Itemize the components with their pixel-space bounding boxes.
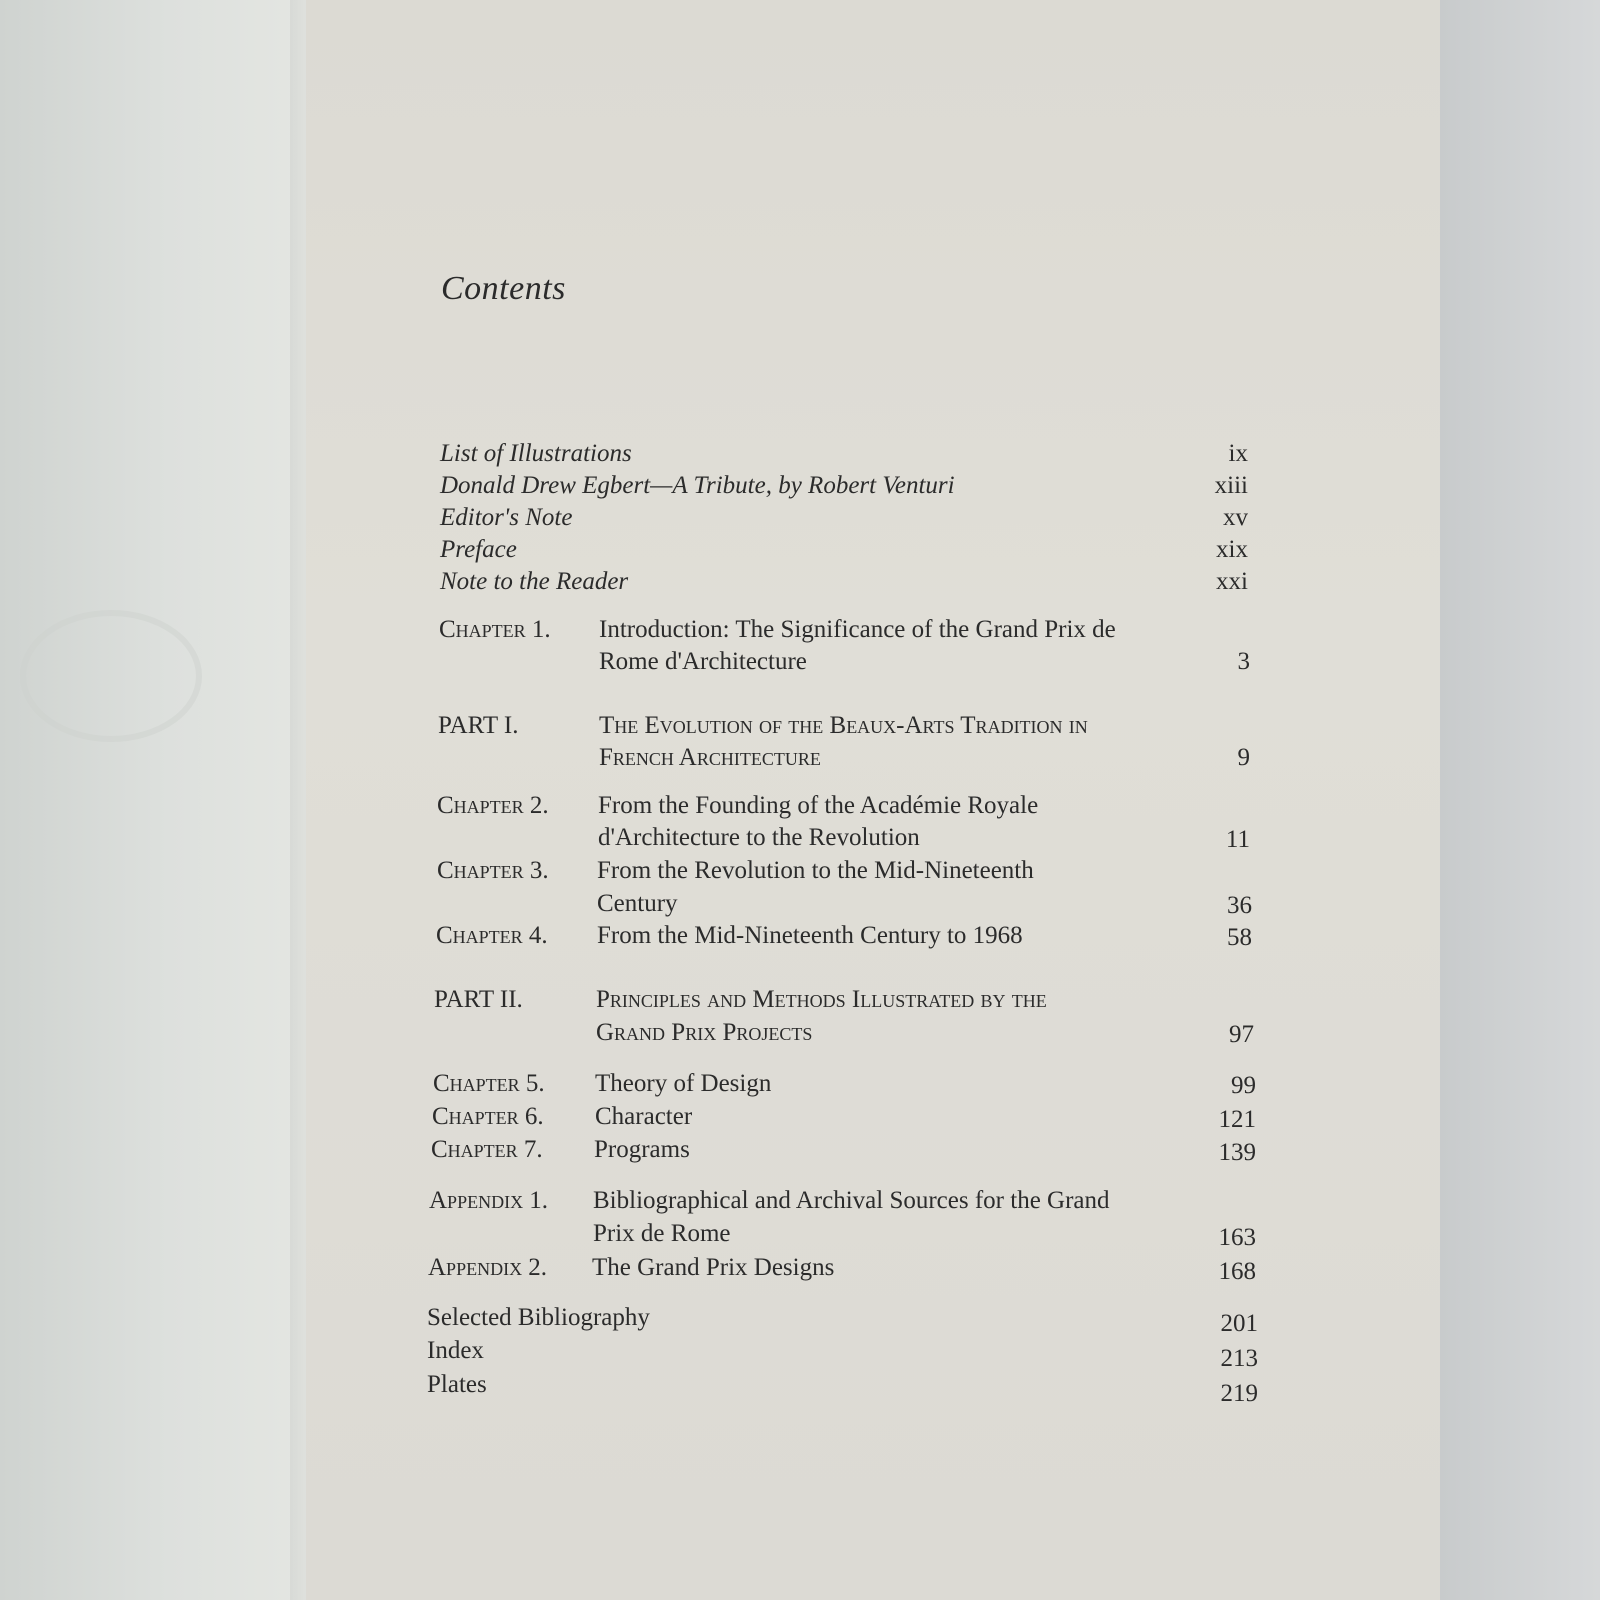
toc-page-number: 97 [1229,1021,1254,1048]
toc-page-number: 9 [1237,744,1250,771]
toc-title-line: The Grand Prix Designs [592,1254,835,1281]
toc-item-list-of-illustrations: List of Illustrations [440,440,632,467]
toc-page-number: ix [1228,440,1248,467]
toc-part-title-line: Grand Prix Projects [596,1019,813,1046]
toc-page-number: xv [1223,504,1248,531]
toc-page-number: 121 [1218,1106,1256,1133]
toc-label-chapter-5: Chapter 5. [433,1070,545,1097]
toc-label-part-1: PART I. [438,712,519,739]
toc-page-number: 213 [1220,1345,1258,1372]
toc-page-number: 168 [1218,1258,1256,1285]
toc-label-appendix-2: Appendix 2. [428,1254,548,1281]
toc-label-chapter-3: Chapter 3. [437,857,549,884]
toc-part-title-line: French Architecture [599,744,821,771]
toc-part-title-line: The Evolution of the Beaux-Arts Tradition in [599,712,1088,739]
toc-page-number: xix [1216,536,1248,563]
toc-title-line: Introduction: The Significance of the Grand Prix de [599,616,1116,643]
toc-label-chapter-4: Chapter 4. [436,922,548,949]
toc-item-selected-bibliography: Selected Bibliography [427,1304,650,1331]
toc-label-chapter-6: Chapter 6. [432,1103,544,1130]
toc-title-line: Theory of Design [595,1070,772,1097]
toc-page-number: 58 [1227,924,1252,951]
toc-label-chapter-1: Chapter 1. [439,616,551,643]
toc-page-number: 11 [1225,826,1250,853]
toc-title-line: From the Founding of the Académie Royale [598,792,1039,819]
toc-page-number: 3 [1237,648,1250,675]
toc-page-number: 219 [1220,1380,1258,1407]
toc-title-line: Character [595,1103,693,1130]
toc-title-line: Century [597,890,678,917]
toc-page-number: 99 [1231,1072,1256,1099]
toc-title-line: From the Mid-Nineteenth Century to 1968 [597,922,1023,949]
page-edge-background [1440,0,1600,1600]
toc-item-index: Index [427,1337,484,1364]
toc-item-note-to-reader: Note to the Reader [440,568,629,595]
toc-item-plates: Plates [427,1371,487,1398]
toc-title-line: Programs [594,1136,690,1163]
toc-page-number: 201 [1220,1310,1258,1337]
toc-title-line: Prix de Rome [593,1220,731,1247]
toc-page-number: 163 [1218,1224,1256,1251]
facing-page [0,0,306,1600]
toc-part-title-line: Principles and Methods Illustrated by the [596,986,1047,1013]
toc-item-editors-note: Editor's Note [440,504,573,531]
toc-page-number: xxi [1216,568,1248,595]
toc-title-line: Bibliographical and Archival Sources for the Grand [593,1187,1110,1214]
toc-label-chapter-7: Chapter 7. [431,1136,543,1163]
toc-label-part-2: PART II. [434,986,523,1013]
toc-page-number: 36 [1227,892,1252,919]
toc-page-number: xiii [1214,472,1248,499]
toc-title-line: From the Revolution to the Mid-Nineteenth [597,857,1034,884]
toc-page-number: 139 [1218,1139,1256,1166]
toc-label-appendix-1: Appendix 1. [429,1187,549,1214]
toc-item-preface: Preface [440,536,517,563]
toc-item-tribute: Donald Drew Egbert—A Tribute, by Robert Venturi [440,472,955,499]
toc-title-line: Rome d'Architecture [599,648,807,675]
page-title: Contents [441,270,566,307]
toc-title-line: d'Architecture to the Revolution [598,824,920,851]
toc-label-chapter-2: Chapter 2. [437,792,549,819]
bleed-through-ornament [20,610,202,742]
